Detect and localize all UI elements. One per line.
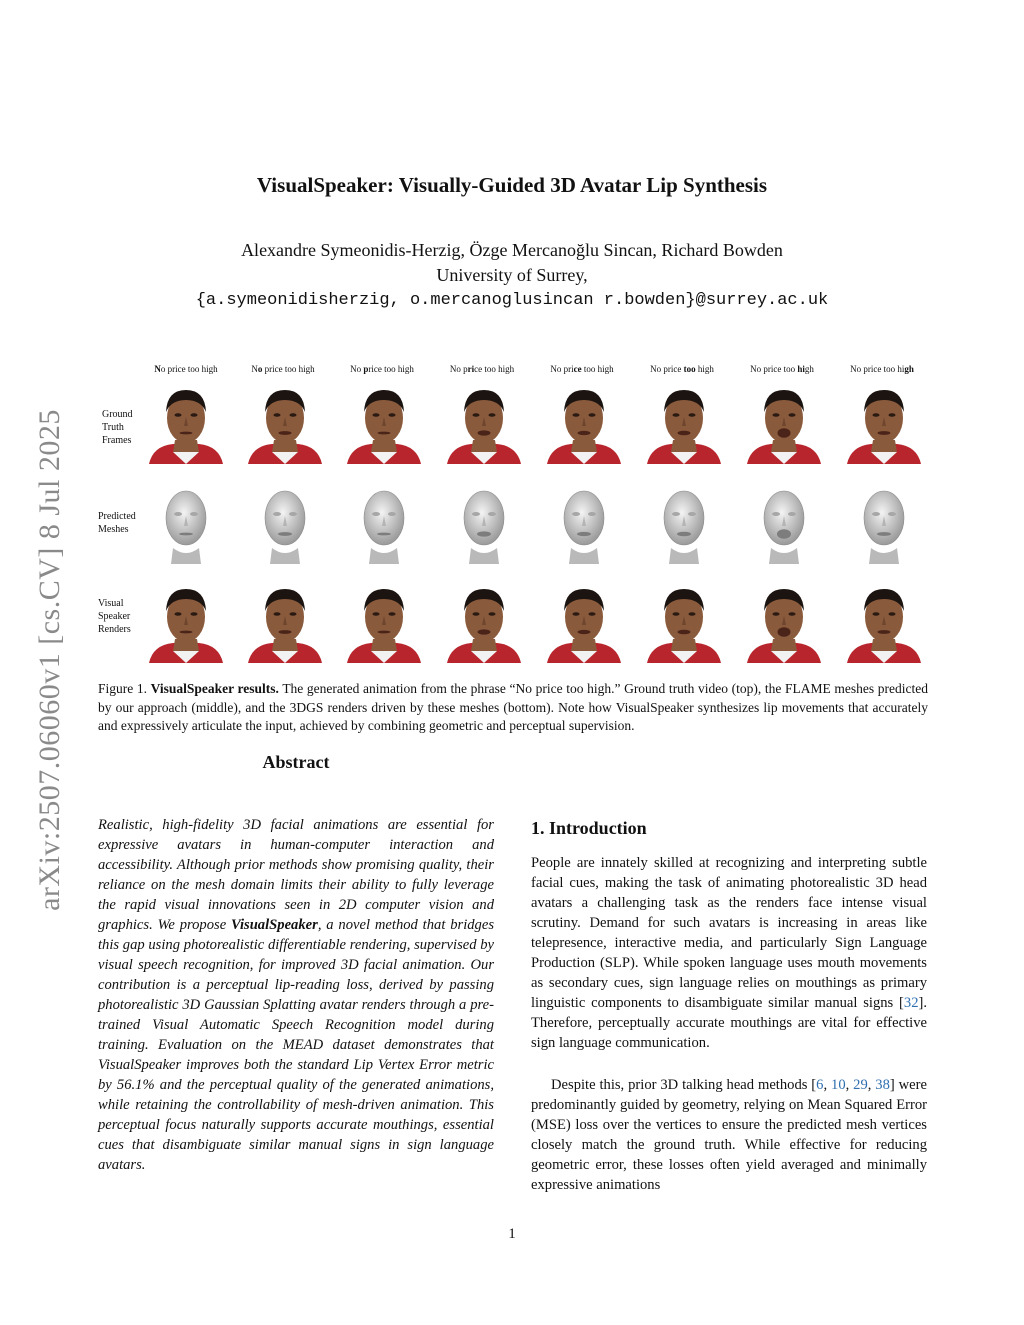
ground-truth-frame xyxy=(741,378,827,464)
ground-truth-frame xyxy=(143,378,229,464)
row-label-predicted-meshes: Predicted Meshes xyxy=(98,511,136,535)
predicted-mesh xyxy=(541,478,627,564)
arxiv-stamp: arXiv:2507.06060v1 [cs.CV] 8 Jul 2025 xyxy=(33,409,66,911)
visual-speaker-render xyxy=(641,577,727,663)
ground-truth-frame xyxy=(841,378,927,464)
abstract-heading: Abstract xyxy=(262,752,330,772)
ground-truth-frame xyxy=(441,378,527,464)
citation-link[interactable]: 38 xyxy=(875,1077,890,1093)
visual-speaker-render xyxy=(143,577,229,663)
predicted-mesh xyxy=(441,478,527,564)
abstract-text: Realistic, high-fidelity 3D facial animations are essential for expressive avatars in human-computer interaction and accessibility. Although prior methods show promising quality, their reliance on the mesh domain limits their ability to fully leverage the rapid visual innovations seen in 2D computer vision and graphics. We propose VisualSpeaker, a novel method that bridges this gap using photorealistic differentiable rendering, supervised by visual speech recognition, for improved 3D facial animation. Our contribution is a perceptual lip-reading loss, derived by passing photorealistic 3D Gaussian Splatting avatar renders through a pre-trained Visual Automatic Speech Recognition model during training. Evaluation on the MEAD dataset demonstrates that VisualSpeaker improves both the standard Lip Vertex Error metric by 56.1% and the perceptual quality of the generated animations, while retaining the controllability of mesh-driven animation. This perceptual focus naturally supports accurate mouthings, essential cues that disambiguate similar manual signs in sign language avatars. xyxy=(98,817,494,1173)
predicted-mesh xyxy=(841,478,927,564)
predicted-mesh xyxy=(341,478,427,564)
phrase-label: No price too high xyxy=(251,364,315,374)
figure-caption: Figure 1. VisualSpeaker results. The generated animation from the phrase “No price too high.” Ground truth video (top), the FLAME meshes predicted by our approach (middle), and the 3DGS renders driven by these meshes (bottom). Note how VisualSpeaker synthesizes lip movements that accurately and expressively articulate the input, achieved by combining geometric and perceptual supervision. xyxy=(98,681,929,733)
row-label-ground-truth: Ground Truth Frames xyxy=(102,409,133,446)
ground-truth-frame xyxy=(341,378,427,464)
section-heading-introduction: 1. Introduction xyxy=(531,818,647,838)
visual-speaker-render xyxy=(841,577,927,663)
ground-truth-frame xyxy=(541,378,627,464)
intro-paragraph: People are innately skilled at recognizing and interpreting subtle facial cues, making the task of animating photorealistic 3D head avatars a challenging task as the renders face intense visual scrutiny. Demand for such avatars is increasing in areas like telepresence, interactive media, and particularly Sign Language Production (SLP). While spoken language uses mouth movements as secondary cues, sign language relies on mouthings as primary linguistic components to disambiguate similar manual signs [32]. Therefore, perceptually accurate mouthings are vital for effective sign language communication. xyxy=(531,855,927,1051)
author-list: Alexandre Symeonidis-Herzig, Özge Mercanoğlu Sincan, Richard Bowden xyxy=(241,240,783,260)
visual-speaker-render xyxy=(341,577,427,663)
email-text: {a.symeonidisherzig, o.mercanoglusincan r.bowden}@surrey.ac.uk xyxy=(195,291,829,310)
phrase-label: No price too high xyxy=(550,364,614,374)
paper-title: VisualSpeaker: Visually-Guided 3D Avatar Lip Synthesis xyxy=(256,173,768,197)
visual-speaker-render xyxy=(242,577,328,663)
predicted-mesh xyxy=(741,478,827,564)
predicted-mesh xyxy=(242,478,328,564)
intro-paragraph: Despite this, prior 3D talking head methods [6, 10, 29, 38] were predominantly guided by geometry, relying on Mean Squared Error (MSE) loss over the vertices to ensure the predicted mesh vertices closely match the ground truth. While effective for reducing geometric error, these losses often yield averaged and minimally expressive animations xyxy=(531,1077,927,1193)
row-label-renders: Visual Speaker Renders xyxy=(98,598,131,635)
citation-link[interactable]: 32 xyxy=(903,995,919,1011)
predicted-mesh xyxy=(641,478,727,564)
phrase-label: No price too high xyxy=(650,364,714,374)
visual-speaker-render xyxy=(441,577,527,663)
citation-link[interactable]: 29 xyxy=(853,1077,868,1093)
phrase-label: No price too high xyxy=(350,364,414,374)
phrase-label: No price too high xyxy=(449,364,515,374)
visual-speaker-render xyxy=(741,577,827,663)
email-list xyxy=(0,288,1024,310)
predicted-mesh xyxy=(143,478,229,564)
page-number: 1 xyxy=(508,1226,516,1242)
ground-truth-frame xyxy=(641,378,727,464)
phrase-label: No price too high xyxy=(850,364,914,374)
citation-link[interactable]: 10 xyxy=(831,1077,846,1093)
ground-truth-frame xyxy=(242,378,328,464)
phrase-label: No price too high xyxy=(154,364,218,374)
visual-speaker-render xyxy=(541,577,627,663)
affiliation: University of Surrey, xyxy=(436,265,588,285)
citation-link[interactable]: 6 xyxy=(816,1077,824,1093)
phrase-label: No price too high xyxy=(750,364,814,374)
